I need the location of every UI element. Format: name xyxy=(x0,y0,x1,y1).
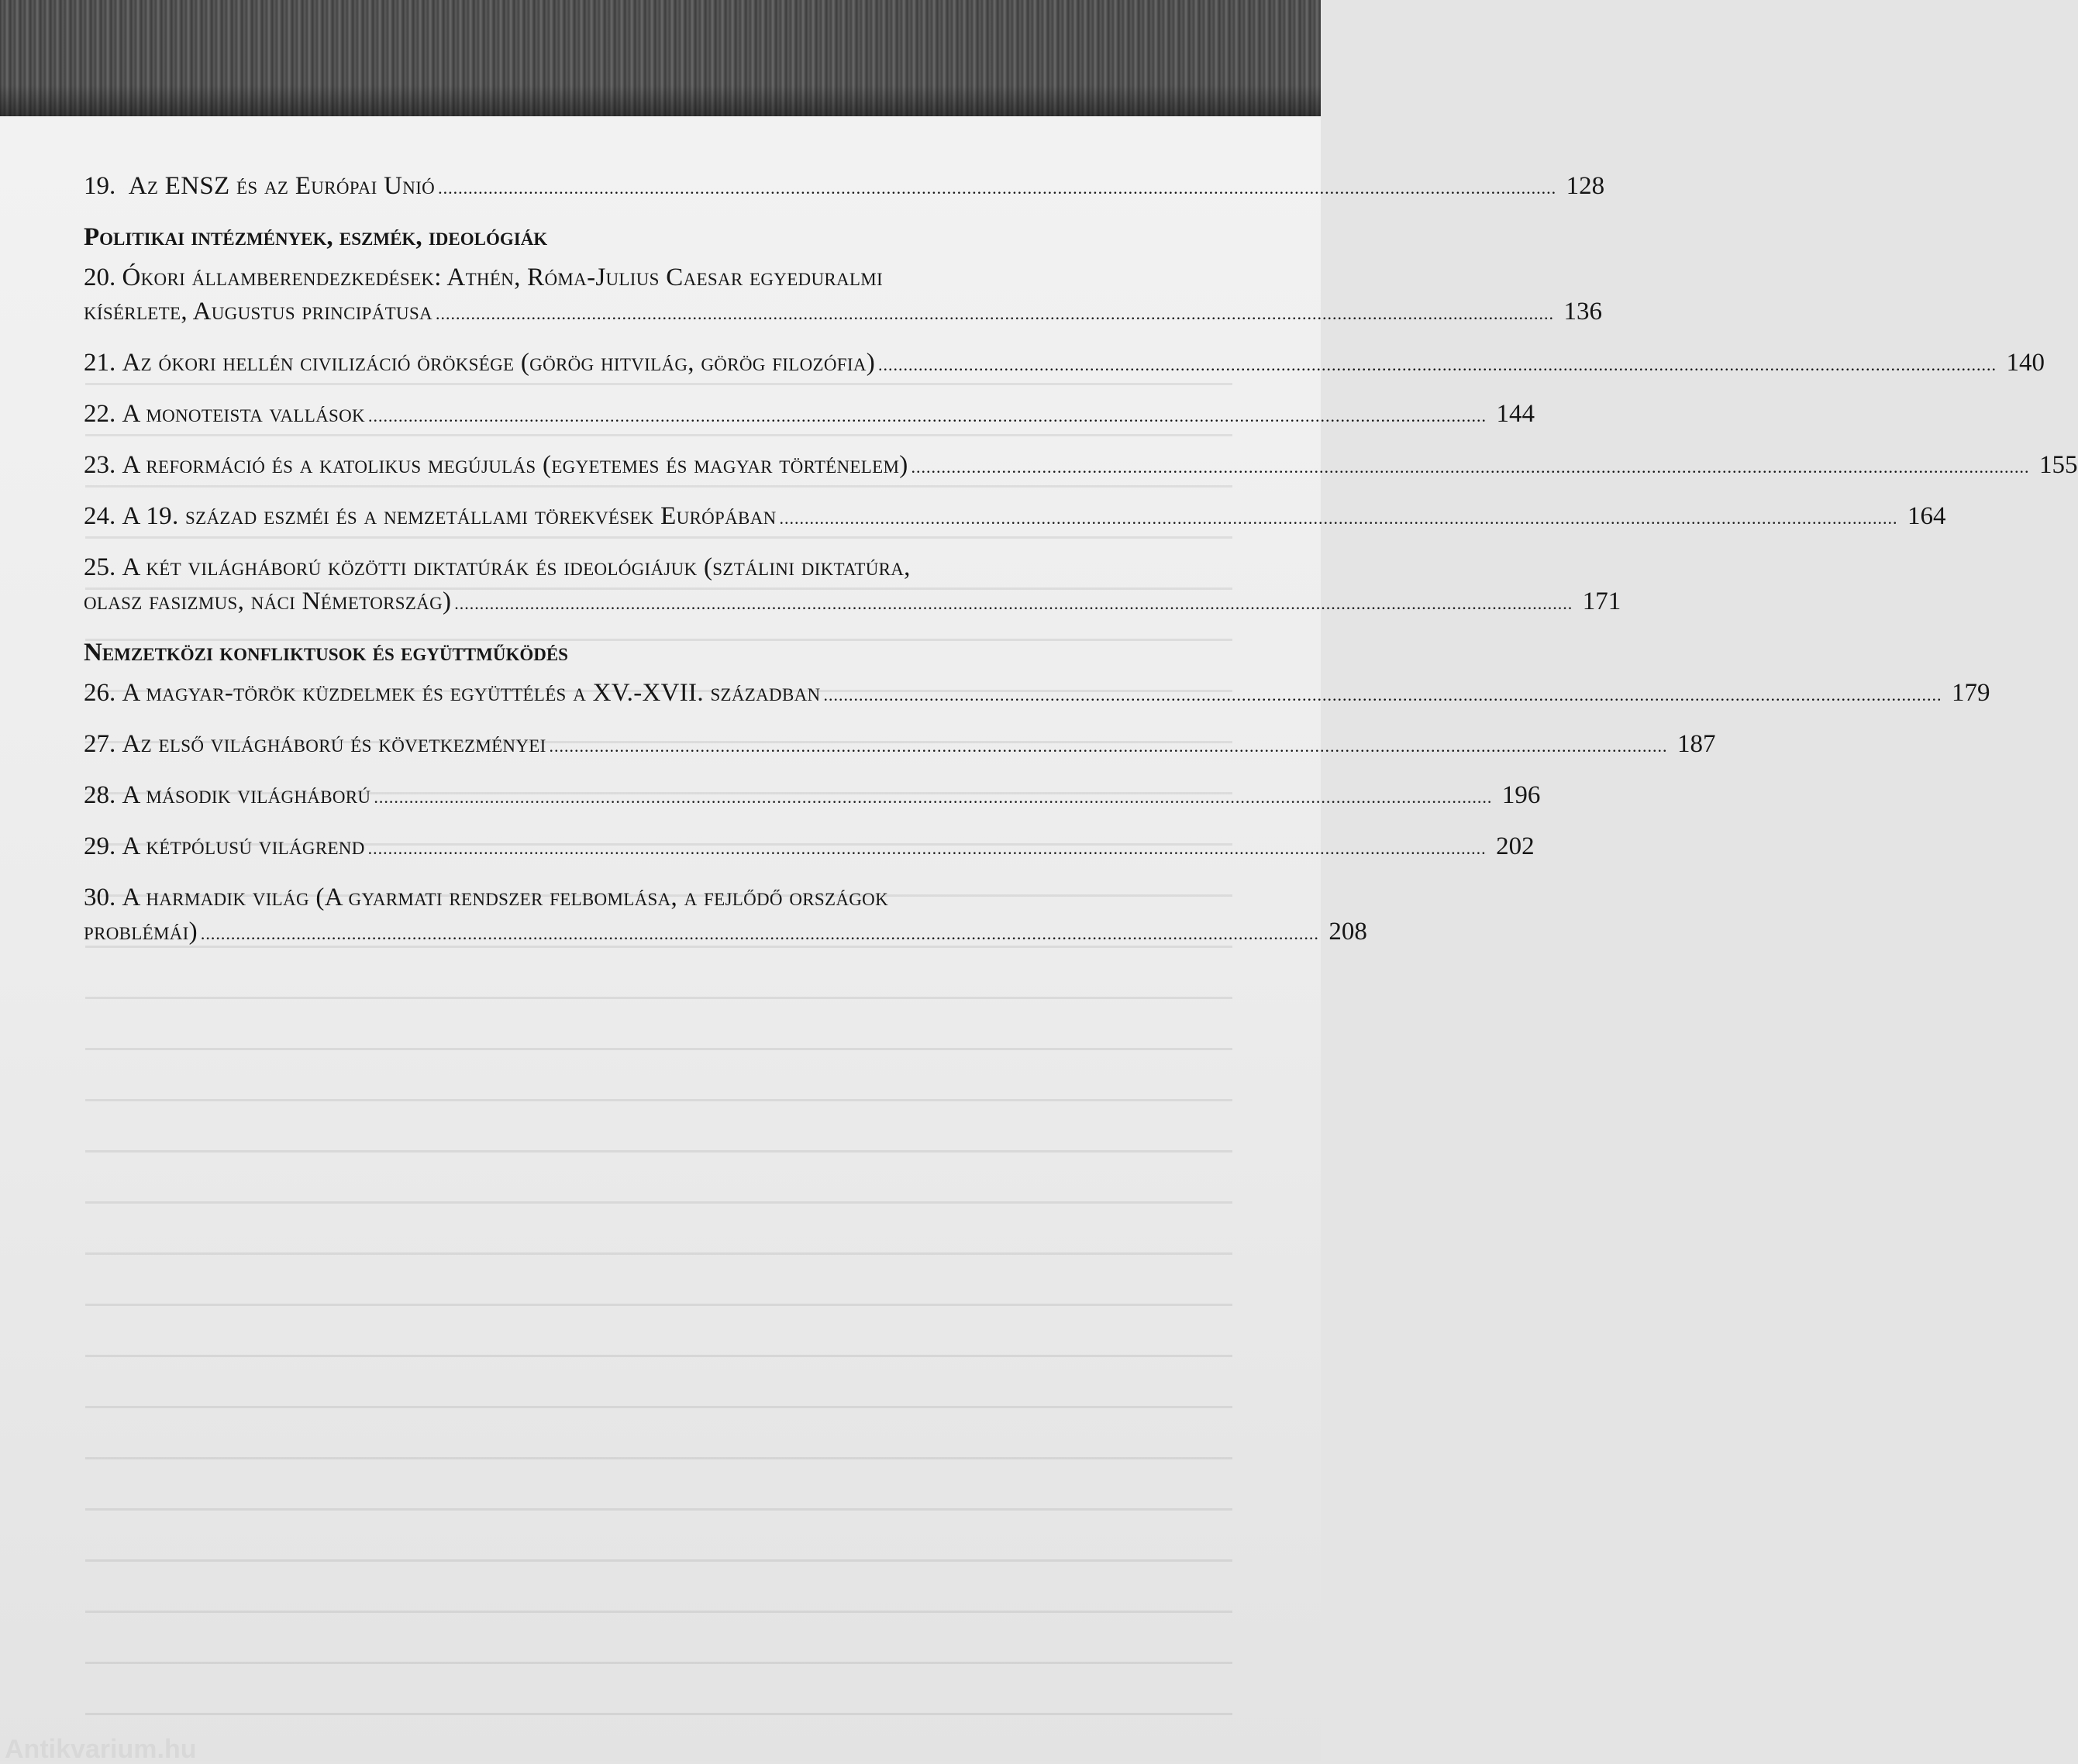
page-number: 202 xyxy=(1496,832,1535,860)
entry-title-line2: olasz fasizmus, náci Németország) xyxy=(84,587,452,615)
entry-title-line2: problémái) xyxy=(84,918,198,946)
toc-entry-27 xyxy=(84,727,1716,761)
entry-number: 26. xyxy=(84,679,116,707)
page-number: 196 xyxy=(1501,781,1541,809)
entry-number: 24. xyxy=(84,502,116,530)
toc-entry-24 xyxy=(84,499,1946,533)
leader-dots: .............................................................................................................................................................................................................................. xyxy=(438,178,1557,198)
page-number: 171 xyxy=(1582,587,1621,615)
leader-dots: .............................................................................................................................................................................................................................. xyxy=(374,787,1493,807)
entry-title: A 19. század eszméi és a nemzetállami törekvések Európában xyxy=(122,502,777,530)
leader-dots: .............................................................................................................................................................................................................................. xyxy=(878,355,1997,374)
leader-dots: .............................................................................................................................................................................................................................. xyxy=(435,304,1554,323)
toc-entry-20 xyxy=(84,260,1602,329)
toc-entry-30 xyxy=(84,880,1367,949)
section-heading: Nemzetközi konfliktusok és együttműködés xyxy=(84,639,568,667)
entry-number: 29. xyxy=(84,832,116,860)
page-number: 179 xyxy=(1951,679,1990,707)
entry-title: A reformáció és a katolikus megújulás (egyetemes és magyar történelem) xyxy=(122,451,908,479)
entry-number: 22. xyxy=(84,400,116,428)
toc-entry-22 xyxy=(84,397,1535,431)
toc-entry-25 xyxy=(84,550,1621,618)
toc-entry-23 xyxy=(84,448,2078,482)
leader-dots: .............................................................................................................................................................................................................................. xyxy=(779,508,1898,528)
entry-number: 19. xyxy=(84,172,116,200)
leader-dots: .............................................................................................................................................................................................................................. xyxy=(911,457,2030,477)
section-heading: Politikai intézmények, eszmék, ideológiák xyxy=(84,223,548,251)
leader-dots: .............................................................................................................................................................................................................................. xyxy=(823,685,1942,705)
toc-entry-21 xyxy=(84,346,2045,380)
entry-number: 21. xyxy=(84,349,116,377)
entry-title: Az ENSZ és az Európai Unió xyxy=(128,172,436,200)
entry-title: A kétpólusú világrend xyxy=(122,832,365,860)
entry-number: 23. xyxy=(84,451,116,479)
table-of-contents xyxy=(84,169,2078,949)
entry-title: Az ókori hellén civilizáció öröksége (görög hitvilág, görög filozófia) xyxy=(122,349,876,377)
toc-entry-26 xyxy=(84,676,1990,710)
toc-entry-28 xyxy=(84,778,1541,812)
page-number: 140 xyxy=(2006,349,2045,377)
entry-number: 28. xyxy=(84,781,116,809)
entry-title-line1: Ókori államberendezkedések: Athén, Róma-Julius Caesar egyeduralmi xyxy=(122,264,883,291)
leader-dots: .............................................................................................................................................................................................................................. xyxy=(200,924,1319,943)
entry-number: 25. xyxy=(84,553,116,581)
page-number: 208 xyxy=(1328,918,1367,946)
entry-title-line2: kísérlete, Augustus principátusa xyxy=(84,298,432,326)
page-number: 128 xyxy=(1566,172,1605,200)
entry-title: A monoteista vallások xyxy=(122,400,365,428)
entry-number: 20. xyxy=(84,264,116,291)
toc-entry-29 xyxy=(84,829,1535,863)
entry-title: A magyar-török küzdelmek és együttélés a XV.-XVII. században xyxy=(122,679,821,707)
leader-dots: .............................................................................................................................................................................................................................. xyxy=(367,839,1487,858)
watermark-text: Antikvarium.hu xyxy=(5,1735,197,1764)
page-number: 136 xyxy=(1563,298,1602,326)
entry-title-line1: A harmadik világ (A gyarmati rendszer felbomlása, a fejlődő országok xyxy=(122,884,888,911)
entry-number: 27. xyxy=(84,730,116,758)
entry-title-line1: A két világháború közötti diktatúrák és ideológiájuk (sztálini diktatúra, xyxy=(122,553,911,581)
page-number: 164 xyxy=(1907,502,1946,530)
entry-title: A második világháború xyxy=(122,781,371,809)
leader-dots: .............................................................................................................................................................................................................................. xyxy=(367,406,1487,425)
toc-entry-19 xyxy=(84,169,1605,203)
page-number: 144 xyxy=(1496,400,1535,428)
entry-number: 30. xyxy=(84,884,116,911)
page-number: 187 xyxy=(1677,730,1716,758)
entry-title: Az első világháború és következményei xyxy=(122,730,546,758)
leader-dots: .............................................................................................................................................................................................................................. xyxy=(549,736,1668,756)
leader-dots: .............................................................................................................................................................................................................................. xyxy=(454,594,1573,613)
background-surface xyxy=(0,0,1321,116)
page-number: 155 xyxy=(2039,451,2078,479)
